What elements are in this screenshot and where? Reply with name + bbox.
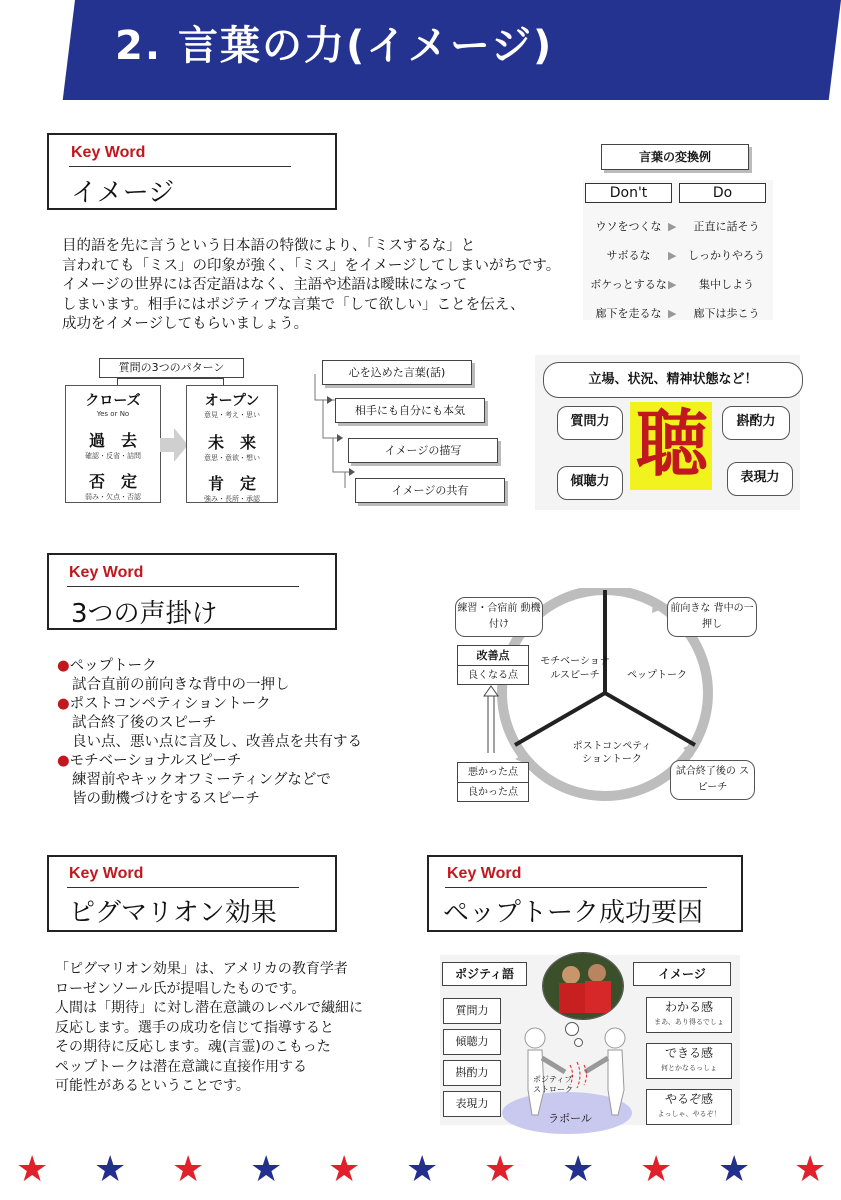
keyword-label: Key Word <box>71 144 146 161</box>
image-header: イメージ <box>633 962 731 986</box>
figures-icon <box>510 1020 640 1120</box>
pygmalion-description: 「ピグマリオン効果」は、アメリカの教育学者 ローゼンソール氏が提唱したものです。 人間は「期待」に対し潜在意識のレベルで繊細に 反応します。選手の成功を信じて指導すると その期待に反応します。魂(言霊)のこもった ペップトークは潜在意識に直接作用する 可能性があるということです。 <box>55 961 363 1094</box>
bubble-after-game: 試合終了後の スピーチ <box>670 760 755 800</box>
keyword-label: Key Word <box>69 865 144 882</box>
star-icon: ★ <box>16 1149 49 1190</box>
cycle-label-post: ポストコンペティショントーク <box>572 741 652 765</box>
improve-point-box: 改善点 良くなる点 <box>457 645 529 685</box>
conversion-arrows: ▶ ▶ ▶ ▶ <box>668 220 677 320</box>
keyword-title: ペップトーク成功要因 <box>443 898 704 928</box>
star-icon: ★ <box>484 1149 517 1190</box>
thought-bubble <box>542 952 624 1020</box>
divider <box>69 166 291 167</box>
skill-question: 質問力 <box>557 406 623 440</box>
context-bubble: 立場、状況、精神状態など！ <box>543 362 803 398</box>
factor-consideration: 斟酌力 <box>443 1060 501 1086</box>
star-icon: ★ <box>250 1149 283 1190</box>
cycle-label-motivation: モチベーショナルスピーチ <box>540 656 610 681</box>
factor-question: 質問力 <box>443 998 501 1024</box>
page-title: 2. 言葉の力(イメージ) <box>115 23 554 69</box>
closed-question-box: クローズ Yes or No 過 去 確認・反省・詰問 否 定 弱み・欠点・否認 <box>65 385 161 503</box>
keyword-title: イメージ <box>71 178 175 208</box>
star-icon: ★ <box>94 1149 127 1190</box>
patterns-title: 質問の3つのパターン <box>99 358 244 378</box>
keyword-box-pygmalion <box>47 855 337 932</box>
step-1: 心を込めた言葉(話) <box>322 360 472 385</box>
bubble-practice: 練習・合宿前 動機付け <box>455 597 543 637</box>
factor-expression: 表現力 <box>443 1091 501 1117</box>
positive-stroke-label: ポジティブ ストローク <box>533 1075 573 1094</box>
conversion-dont-list: ウソをつくな サボるな ボケっとするな 廊下を走るな <box>590 220 667 320</box>
skill-expression: 表現力 <box>727 462 793 496</box>
divider <box>67 586 299 587</box>
do-header: Do <box>679 183 766 203</box>
star-icon: ★ <box>328 1149 361 1190</box>
keyword-label: Key Word <box>447 865 522 882</box>
keyword-box-image <box>47 133 337 210</box>
keyword-box-three-talks <box>47 553 337 630</box>
rapport-label: ラポール <box>548 1112 592 1125</box>
image-understand: わかる感 まあ、あり得るでしょ <box>646 997 732 1033</box>
star-icon: ★ <box>794 1149 827 1190</box>
star-icon: ★ <box>172 1149 205 1190</box>
conversion-title: 言葉の変換例 <box>601 144 749 170</box>
three-talks-list: ●ペップトーク 試合直前の前向きな背中の一押し ●ポストコンペティショントーク 試合終了後のスピーチ 良い点、悪い点に言及し、改善点を共有する ●モチベーショナルスピーチ 練習前やキックオフミーティングなどで 皆の動機づけをするスピーチ <box>57 658 362 807</box>
star-icon: ★ <box>640 1149 673 1190</box>
bubble-pep: 前向きな 背中の一押し <box>667 597 757 637</box>
positive-words-header: ポジティ語 <box>442 962 527 986</box>
image-can-do: できる感 何とかなるっしょ <box>646 1043 732 1079</box>
keyword-title: ピグマリオン効果 <box>69 898 277 928</box>
players-photo-icon <box>543 953 623 1019</box>
image-description: 目的語を先に言うという日本語の特徴により、「ミスするな」と 言われても「ミス」の印象が強く、「ミス」をイメージしてしまいがちです。 イメージの世界には否定語はなく、主語や述語は曖昧になって しまいます。相手にはポジティブな言葉で「して欲しい」ことを伝え、 成功をイメージしてもらいましょう。 <box>62 238 561 332</box>
star-icon: ★ <box>406 1149 439 1190</box>
star-icon: ★ <box>718 1149 751 1190</box>
review-point-box: 悪かった点 良かった点 <box>457 762 529 802</box>
open-question-box: オープン 意見・考え・思い 未 来 意思・意欲・想い 肯 定 強み・長所・承認 <box>186 385 278 503</box>
conversion-do-list: 正直に話そう しっかりやろう 集中しよう 廊下は歩こう <box>688 220 765 320</box>
skill-listening: 傾聴力 <box>557 466 623 500</box>
step-3: イメージの描写 <box>348 438 498 463</box>
step-2: 相手にも自分にも本気 <box>335 398 485 423</box>
keyword-box-pep-success <box>427 855 743 932</box>
listen-kanji: 聴 <box>635 401 708 486</box>
keyword-label: Key Word <box>69 564 144 581</box>
step-4: イメージの共有 <box>355 478 505 503</box>
divider <box>445 887 707 888</box>
star-icon: ★ <box>562 1149 595 1190</box>
cycle-label-pep: ペップトーク <box>627 670 687 681</box>
image-will-do: やるぞ感 よっしゃ、やるぞ！ <box>646 1089 732 1125</box>
keyword-title: 3つの声掛け <box>71 599 218 629</box>
factor-listening: 傾聴力 <box>443 1029 501 1055</box>
dont-header: Don't <box>585 183 672 203</box>
skill-consideration: 斟酌力 <box>722 406 790 440</box>
divider <box>67 887 299 888</box>
